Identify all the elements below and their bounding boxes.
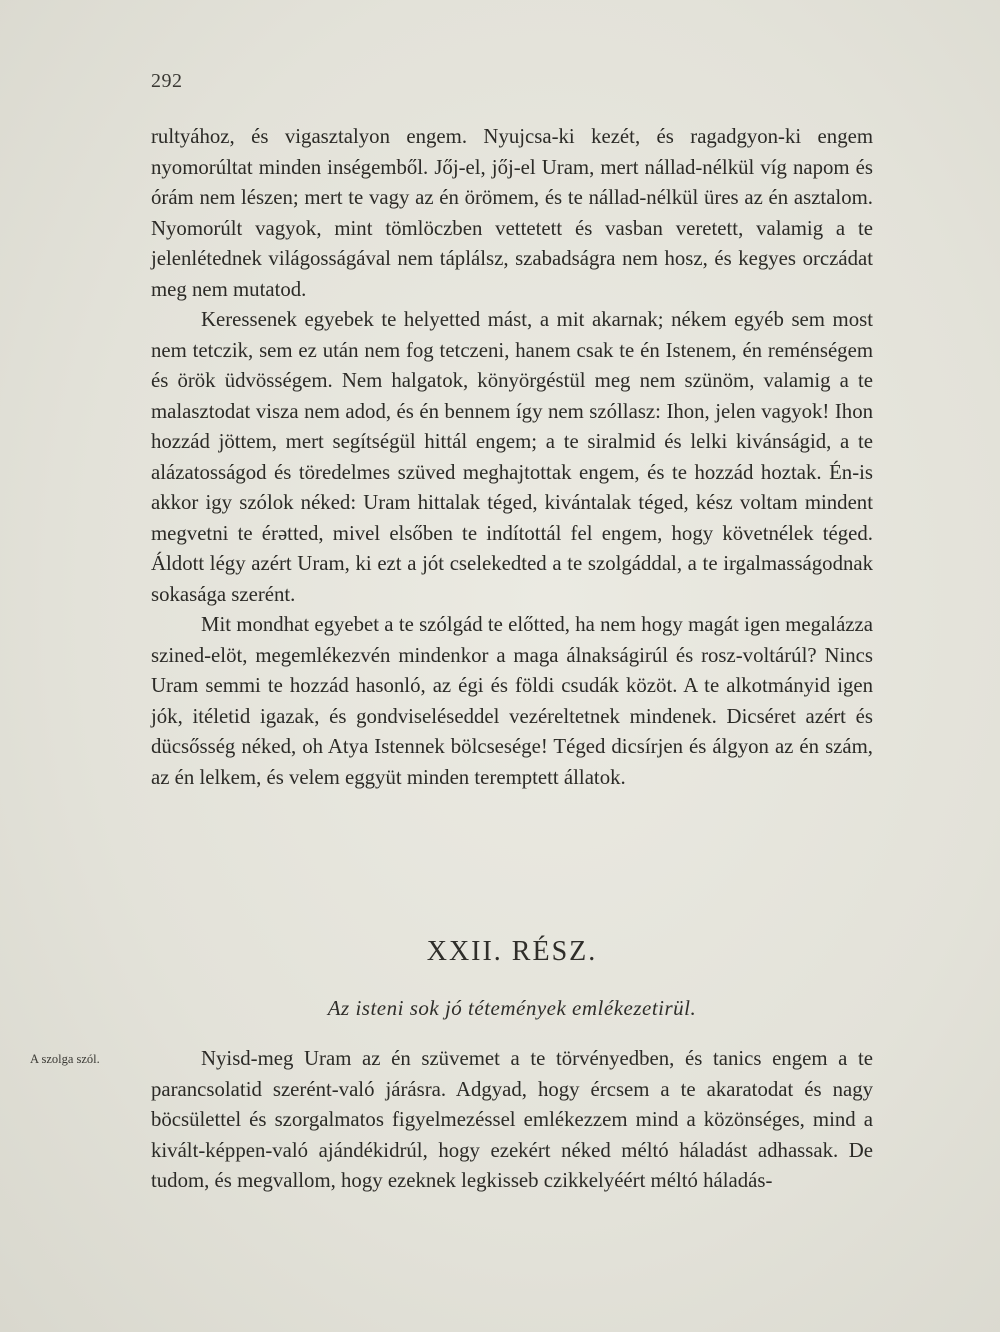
paragraph-continued: rultyához, és vigasztalyon engem. Nyujcsa-ki kezét, és ragadgyon-ki engem nyomorúltat minden inségemből. Jőj-el, jőj-el Uram, mert nállad-nélkül víg napom és órám nem lészen; mert te vagy az én örömem, és te nállad-nélkül üres az én asztalom. Nyomorúlt vagyok, mint tömlöczben vettetett és vasban veretett, valamig a te jelenlétednek világosságával nem táplálsz, szabadságra nem hosz, és kegyes orczádat meg nem mutatod. xyxy=(151,125,873,301)
paragraph: Keressenek egyebek te helyetted mást, a mit akarnak; nékem egyéb sem most nem tetczik, sem ez után nem fog tetczeni, hanem csak te én Istenem, én reménségem és örök üdvösségem. Nem halgatok, könyörgéstül meg nem szünöm, valamig a te malasztodat visza nem adod, és én bennem így nem szóllasz: Ihon, jelen vagyok! Ihon hozzád jöttem, mert segítségül hittál engem; a te siralmid és lelki kivánságid, a te alázatosságod és töredelmes szüved meghajtottak engem, és te hozzád hoztak. Én-is akkor igy szólok néked: Uram hittalak téged, kivántalak téged, kész voltam mindent megvetni te érətted, mivel elsőben te indítottál fel engem, hogy követnélek téged. Áldott légy azért Uram, ki ezt a jót cselekedted a te szolgáddal, a te irgalmasságodnak sokasága szerént. xyxy=(151,308,873,606)
margin-note: A szolga szól. xyxy=(30,1052,100,1066)
page-number: 292 xyxy=(151,70,183,92)
body-text-bottom xyxy=(151,1044,873,1197)
paragraph: Mit mondhat egyebet a te szólgád te előtted, ha nem hogy magát igen megalázza szined-elöt, megemlékezvén mindenkor a maga álnakságirúl és rosz-voltárúl? Nincs Uram semmi te hozzád hasonló, az égi és földi csudák közöt. A te alkotmányid igen jók, itéletid igazak, és gondviseléseddel vezéreltetnek mindenek. Dicséret azért és dücsősség néked, oh Atya Istennek bölcsesége! Téged dicsírjen és álgyon az én szám, az én lelkem, és velem eggyüt minden teremptett állatok. xyxy=(151,613,873,789)
paragraph: Nyisd-meg Uram az én szüvemet a te törvényedben, és tanics engem a te parancsolatid szerént-való járásra. Adgyad, hogy ércsem a te akaratodat és nagy böcsülettel és szorgalmatos figyelmezéssel emlékezzem mind a közönséges, mind a kivált-képpen-való ajándékidrúl, hogy ezekért néked méltó háladást adhassak. De tudom, és megvallom, hogy ezeknek legkisseb czikkelyéért méltó háladás- xyxy=(151,1047,873,1192)
chapter-title: XXII. RÉSZ. xyxy=(426,936,598,967)
chapter-subtitle: Az isteni sok jó tétemények emlékezetirül. xyxy=(327,996,697,1020)
body-text-top xyxy=(151,122,873,793)
